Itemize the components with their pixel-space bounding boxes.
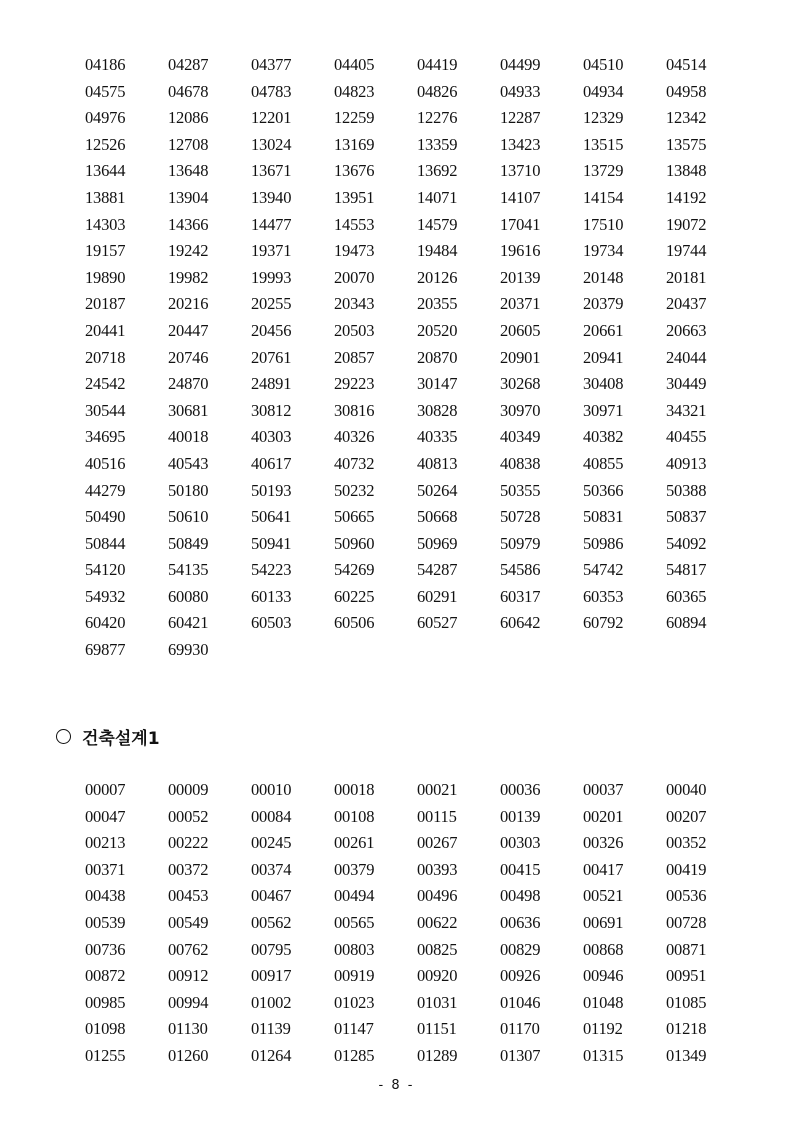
list-item: 14071 [417,187,458,207]
list-item: 01218 [666,1019,707,1039]
list-item: 00496 [417,886,458,906]
list-item: 19157 [85,241,126,261]
list-item: 54269 [334,560,375,580]
list-item: 30816 [334,400,375,420]
list-item: 20379 [583,294,624,314]
list-item: 40855 [583,453,624,473]
list-item: 00036 [500,780,541,799]
list-item: 00139 [500,806,541,826]
list-item: 14477 [251,214,292,234]
list-item: 04499 [500,55,541,74]
list-item: 50844 [85,533,126,553]
list-item: 00467 [251,886,292,906]
list-item: 50668 [417,507,458,527]
list-item: 20901 [500,347,541,367]
list-item: 12708 [168,134,209,154]
list-item: 50665 [334,507,375,527]
list-item: 19616 [500,241,541,261]
list-item: 19982 [168,267,209,287]
list-item: 60503 [251,613,292,633]
list-item: 20216 [168,294,209,314]
list-item: 14154 [583,187,624,207]
list-item: 54742 [583,560,624,580]
list-item: 40455 [666,427,707,447]
list-item: 00108 [334,806,375,826]
list-item: 60642 [500,613,541,633]
list-item: 04377 [251,55,292,74]
list-item: 30681 [168,400,209,420]
list-item: 13951 [334,187,375,207]
list-item: 00562 [251,912,292,932]
list-item: 30812 [251,400,292,420]
list-item: 01315 [583,1045,624,1065]
list-item: 12276 [417,108,458,128]
list-item: 44279 [85,480,126,500]
list-item: 12342 [666,108,707,128]
list-item: 20187 [85,294,126,314]
list-item: 20456 [251,320,292,340]
list-item: 01098 [85,1019,126,1039]
list-item: 01139 [251,1019,291,1039]
list-item: 01023 [334,992,375,1012]
list-item: 50837 [666,507,707,527]
list-item: 19473 [334,241,375,261]
list-item: 00052 [168,806,209,826]
list-item: 50831 [583,507,624,527]
list-item: 01289 [417,1045,458,1065]
list-item: 29223 [334,374,375,394]
list-item: 13676 [334,161,375,181]
list-item: 00040 [666,780,707,799]
list-item: 00267 [417,833,458,853]
list-item: 20870 [417,347,458,367]
list-item: 01307 [500,1045,541,1065]
list-item: 00536 [666,886,707,906]
list-item: 40303 [251,427,292,447]
list-item: 04958 [666,81,707,101]
list-item: 20437 [666,294,707,314]
list-item: 00047 [85,806,126,826]
list-item: 00920 [417,966,458,986]
list-item: 00872 [85,966,126,986]
list-item: 30147 [417,374,458,394]
list-item: 24870 [168,374,209,394]
list-item: 01264 [251,1045,292,1065]
list-item: 00494 [334,886,375,906]
list-item: 54120 [85,560,126,580]
number-list-top [85,52,749,664]
list-item: 60133 [251,586,292,606]
list-item: 20070 [334,267,375,287]
list-item: 04934 [583,81,624,101]
list-item: 01048 [583,992,624,1012]
list-item: 13575 [666,134,707,154]
list-item: 34321 [666,400,707,420]
list-item: 30970 [500,400,541,420]
list-item: 19371 [251,241,292,261]
list-item: 50232 [334,480,375,500]
list-item: 04575 [85,81,126,101]
list-item: 60894 [666,613,707,633]
list-item: 00009 [168,780,209,799]
list-item: 60365 [666,586,707,606]
list-item: 00084 [251,806,292,826]
list-item: 01002 [251,992,292,1012]
list-item: 00379 [334,859,375,879]
list-item: 00829 [500,939,541,959]
list-item: 00037 [583,780,624,799]
list-item: 20371 [500,294,541,314]
list-item: 19993 [251,267,292,287]
list-item: 60792 [583,613,624,633]
list-item: 20148 [583,267,624,287]
list-item: 04826 [417,81,458,101]
list-item: 60291 [417,586,458,606]
list-item: 04976 [85,108,126,128]
list-item: 04823 [334,81,375,101]
list-item: 50490 [85,507,126,527]
list-item: 24542 [85,374,126,394]
list-item: 00372 [168,859,209,879]
list-item: 40382 [583,427,624,447]
list-item: 00419 [666,859,707,879]
list-item: 00736 [85,939,126,959]
list-item: 01349 [666,1045,707,1065]
list-item: 40913 [666,453,707,473]
list-item: 50610 [168,507,209,527]
list-item: 20181 [666,267,707,287]
list-item: 13710 [500,161,541,181]
list-item: 54287 [417,560,458,580]
list-item: 60225 [334,586,375,606]
list-item: 50641 [251,507,292,527]
page-number: - 8 - [378,1078,415,1093]
list-item: 60353 [583,586,624,606]
list-item: 00371 [85,859,126,879]
list-item: 13359 [417,134,458,154]
list-item: 30408 [583,374,624,394]
list-item: 50355 [500,480,541,500]
list-item: 01085 [666,992,707,1012]
list-item: 12287 [500,108,541,128]
list-item: 30268 [500,374,541,394]
list-item: 14192 [666,187,707,207]
list-item: 00326 [583,833,624,853]
list-item: 12086 [168,108,209,128]
list-item: 50366 [583,480,624,500]
list-item: 00438 [85,886,126,906]
list-item: 20746 [168,347,209,367]
list-item: 00261 [334,833,375,853]
list-item: 50264 [417,480,458,500]
list-item: 00453 [168,886,209,906]
list-item: 00010 [251,780,292,799]
list-item: 50388 [666,480,707,500]
list-item: 20941 [583,347,624,367]
list-item: 19744 [666,241,707,261]
list-item: 19484 [417,241,458,261]
list-item: 00919 [334,966,375,986]
list-item: 50969 [417,533,458,553]
list-item: 54223 [251,560,292,580]
list-item: 04186 [85,55,126,74]
list-item: 20441 [85,320,126,340]
list-item: 19734 [583,241,624,261]
list-item: 13024 [251,134,292,154]
list-item: 01255 [85,1045,126,1065]
list-item: 24044 [666,347,707,367]
list-item: 01260 [168,1045,209,1065]
list-item: 00691 [583,912,624,932]
list-item: 13904 [168,187,209,207]
section-heading [56,724,160,749]
list-item: 13729 [583,161,624,181]
list-item: 00352 [666,833,707,853]
list-item: 54586 [500,560,541,580]
list-item: 01151 [417,1019,457,1039]
list-item: 00868 [583,939,624,959]
list-item: 00393 [417,859,458,879]
list-item: 00795 [251,939,292,959]
list-item: 50941 [251,533,292,553]
list-item: 04514 [666,55,707,74]
list-item: 00636 [500,912,541,932]
list-item: 00912 [168,966,209,986]
list-item: 40617 [251,453,292,473]
list-item: 00213 [85,833,126,853]
list-item: 00303 [500,833,541,853]
list-item: 00521 [583,886,624,906]
list-item: 00985 [85,992,126,1012]
list-item: 20126 [417,267,458,287]
list-item: 69877 [85,640,126,660]
list-item: 13515 [583,134,624,154]
list-item: 00115 [417,806,457,826]
list-item: 00021 [417,780,458,799]
list-item: 13169 [334,134,375,154]
list-item: 20661 [583,320,624,340]
list-item: 14579 [417,214,458,234]
list-item: 00374 [251,859,292,879]
list-item: 20447 [168,320,209,340]
list-item: 00871 [666,939,707,959]
list-item: 17510 [583,214,624,234]
list-item: 20343 [334,294,375,314]
list-item: 00917 [251,966,292,986]
list-item: 20520 [417,320,458,340]
list-item: 40543 [168,453,209,473]
list-item: 00415 [500,859,541,879]
list-item: 60527 [417,613,458,633]
list-item: 34695 [85,427,126,447]
list-item: 00417 [583,859,624,879]
list-item: 20761 [251,347,292,367]
list-item: 30544 [85,400,126,420]
list-item: 12259 [334,108,375,128]
list-item: 00622 [417,912,458,932]
list-item: 14107 [500,187,541,207]
list-item: 13648 [168,161,209,181]
list-item: 40813 [417,453,458,473]
list-item: 24891 [251,374,292,394]
list-item: 14366 [168,214,209,234]
list-item: 00951 [666,966,707,986]
list-item: 40516 [85,453,126,473]
list-item: 20355 [417,294,458,314]
list-item: 40326 [334,427,375,447]
number-list-section [85,777,749,1070]
list-item: 19242 [168,241,209,261]
list-item: 20139 [500,267,541,287]
list-item: 01046 [500,992,541,1012]
list-item: 01285 [334,1045,375,1065]
list-item: 20503 [334,320,375,340]
list-item: 12329 [583,108,624,128]
list-item: 69930 [168,640,209,660]
list-item: 30449 [666,374,707,394]
list-item: 00825 [417,939,458,959]
list-item: 19890 [85,267,126,287]
list-item: 50180 [168,480,209,500]
list-item: 50986 [583,533,624,553]
list-item: 60420 [85,613,126,633]
list-item: 60506 [334,613,375,633]
list-item: 12526 [85,134,126,154]
list-item: 50960 [334,533,375,553]
list-item: 54932 [85,586,126,606]
list-item: 04933 [500,81,541,101]
list-item: 13881 [85,187,126,207]
list-item: 20605 [500,320,541,340]
list-item: 17041 [500,214,541,234]
list-item: 30971 [583,400,624,420]
circle-bullet-icon [56,729,71,744]
list-item: 13940 [251,187,292,207]
list-item: 13848 [666,161,707,181]
list-item: 04510 [583,55,624,74]
list-item: 20663 [666,320,707,340]
list-item: 00926 [500,966,541,986]
list-item: 13692 [417,161,458,181]
list-item: 13671 [251,161,292,181]
list-item: 00245 [251,833,292,853]
list-item: 01192 [583,1019,623,1039]
list-item: 20718 [85,347,126,367]
list-item: 40732 [334,453,375,473]
list-item: 01031 [417,992,458,1012]
list-item: 40018 [168,427,209,447]
list-item: 00539 [85,912,126,932]
list-item: 20255 [251,294,292,314]
list-item: 01147 [334,1019,374,1039]
list-item: 13423 [500,134,541,154]
list-item: 00762 [168,939,209,959]
list-item: 00201 [583,806,624,826]
list-item: 00565 [334,912,375,932]
list-item: 19072 [666,214,707,234]
list-item: 04678 [168,81,209,101]
list-item: 20857 [334,347,375,367]
list-item: 00728 [666,912,707,932]
list-item: 00549 [168,912,209,932]
list-item: 54092 [666,533,707,553]
list-item: 40335 [417,427,458,447]
list-item: 04419 [417,55,458,74]
list-item: 04405 [334,55,375,74]
list-item: 01170 [500,1019,540,1039]
list-item: 60317 [500,586,541,606]
list-item: 50979 [500,533,541,553]
list-item: 00946 [583,966,624,986]
list-item: 54135 [168,560,209,580]
list-item: 00222 [168,833,209,853]
list-item: 40349 [500,427,541,447]
list-item: 04287 [168,55,209,74]
list-item: 00994 [168,992,209,1012]
list-item: 60421 [168,613,209,633]
list-item: 00498 [500,886,541,906]
list-item: 30828 [417,400,458,420]
list-item: 50193 [251,480,292,500]
list-item: 60080 [168,586,209,606]
list-item: 14303 [85,214,126,234]
list-item: 50849 [168,533,209,553]
list-item: 13644 [85,161,126,181]
section-title: 건축설계1 [82,729,160,749]
list-item: 12201 [251,108,292,128]
list-item: 00007 [85,780,126,799]
list-item: 54817 [666,560,707,580]
list-item: 00803 [334,939,375,959]
list-item: 40838 [500,453,541,473]
list-item: 50728 [500,507,541,527]
list-item: 00207 [666,806,707,826]
list-item: 01130 [168,1019,208,1039]
list-item: 00018 [334,780,375,799]
list-item: 04783 [251,81,292,101]
list-item: 14553 [334,214,375,234]
